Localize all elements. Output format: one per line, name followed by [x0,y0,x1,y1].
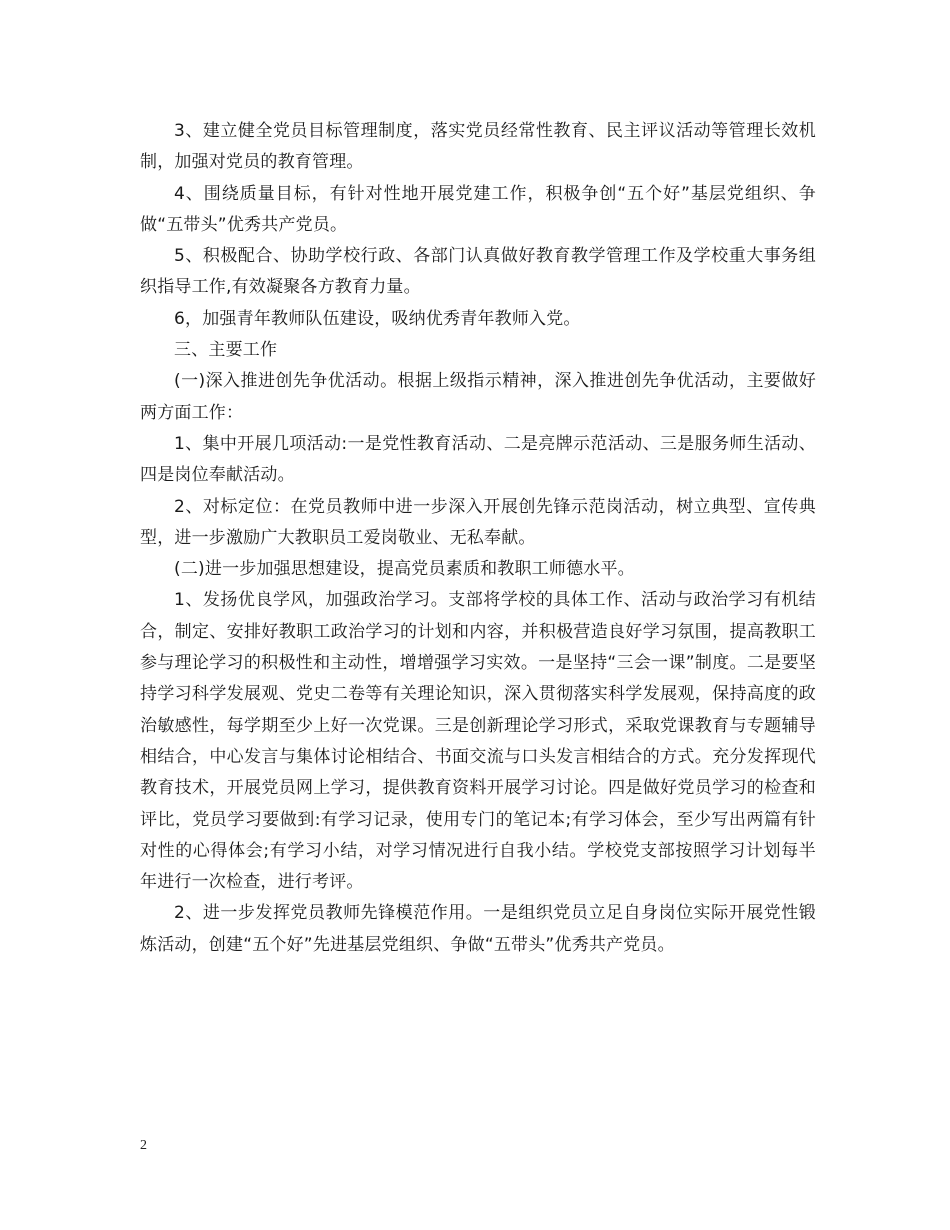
paragraph-item-6: 6，加强青年教师队伍建设，吸纳优秀青年教师入党。 [174,308,581,329]
paragraph-vanguard: 2、进一步发挥党员教师先锋模范作用。一是组织党员立足自身岗位实际开展党性锻炼活动，创建“五个好”先进基层党组织、争做“五带头”优秀共产党员。 [140,903,816,955]
document-body [140,116,816,961]
subsection-heading-2: (二)进一步加强思想建设，提高党员素质和教职工师德水平。 [174,559,635,580]
paragraph-activities: 1、集中开展几项活动:一是党性教育活动、二是亮牌示范活动、三是服务师生活动、四是岗位奉献活动。 [140,433,816,486]
paragraph-benchmark: 2、对标定位：在党员教师中进一步深入开展创先锋示范岗活动，树立典型、宣传典型，进一步激励广大教职员工爱岗敬业、无私奉献。 [140,496,816,548]
subsection-heading-1: (一)深入推进创先争优活动。根据上级指示精神，深入推进创先争优活动，主要做好两方面工作： [140,371,816,423]
paragraph-item-3: 3、建立健全党员目标管理制度，落实党员经常性教育、民主评议活动等管理长效机制，加强对党员的教育管理。 [140,121,816,173]
section-heading: 三、主要工作 [174,340,278,361]
paragraph-item-5: 5、积极配合、协助学校行政、各部门认真做好教育教学管理工作及学校重大事务组织指导工作,有效凝聚各方教育力量。 [140,246,816,298]
page-number: 2 [140,1138,147,1153]
paragraph-study: 1、发扬优良学风，加强政治学习。支部将学校的具体工作、活动与政治学习有机结合，制定、安排好教职工政治学习的计划和内容，并积极营造良好学习氛围，提高教职工参与理论学习的积极性和主动性，增增强学习实效。一是坚持“三会一课”制度。二是要坚持学习科学发展观、党史二卷等有关理论知识，深入贯彻落实科学发展观，保持高度的政治敏感性，每学期至少上好一次党课。三是创新理论学习形式，采取党课教育与专题辅导相结合，中心发言与集体讨论相结合、书面交流与口头发言相结合的方式。充分发挥现代教育技术，开展党员网上学习，提供教育资料开展学习讨论。四是做好党员学习的检查和评比，党员学习要做到:有学习记录，使用专门的笔记本;有学习体会，至少写出两篇有针对性的心得体会;有学习小结，对学习情况进行自我小结。学校党支部按照学习计划每半年进行一次检查，进行考评。 [140,590,816,893]
paragraph-item-4: 4、围绕质量目标，有针对性地开展党建工作，积极争创“五个好”基层党组织、争做“五带头”优秀共产党员。 [140,183,816,235]
